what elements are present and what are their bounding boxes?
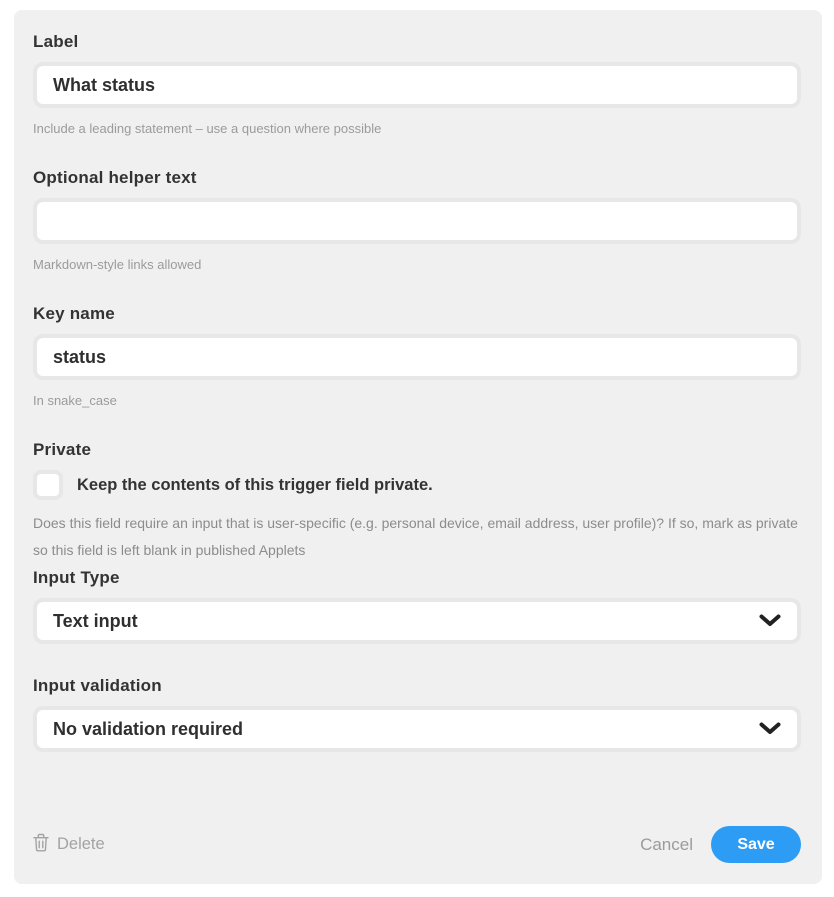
label-field-title: Label (33, 32, 79, 51)
private-checkbox-label[interactable]: Keep the contents of this trigger field private. (77, 475, 433, 494)
cancel-button[interactable]: Cancel (640, 834, 693, 854)
key-field-group (33, 304, 801, 408)
chevron-down-icon (759, 719, 781, 740)
input-type-title: Input Type (33, 568, 120, 587)
private-checkbox-row (33, 470, 801, 500)
private-checkbox[interactable] (33, 470, 63, 500)
private-field-group (33, 440, 801, 564)
input-validation-title: Input validation (33, 676, 162, 695)
optional-helper-input[interactable] (33, 198, 801, 244)
label-field-group (33, 32, 801, 136)
footer-right-actions (640, 826, 801, 863)
delete-button[interactable] (33, 833, 105, 857)
key-helper-text: In snake_case (33, 393, 117, 408)
chevron-down-icon (759, 611, 781, 632)
input-type-selected-value: Text input (53, 610, 138, 631)
footer-actions (33, 826, 801, 863)
key-name-input[interactable] (33, 334, 801, 380)
delete-button-label: Delete (57, 835, 105, 853)
input-validation-select[interactable] (33, 706, 801, 752)
input-validation-selected-value: No validation required (53, 718, 244, 739)
helper-field-group (33, 168, 801, 272)
field-editor-panel (14, 10, 822, 884)
input-type-group (33, 568, 801, 644)
trash-icon (33, 833, 49, 857)
label-input[interactable] (33, 62, 801, 108)
private-field-title: Private (33, 440, 92, 459)
helper-helper-text: Markdown-style links allowed (33, 257, 202, 272)
private-description: Does this field require an input that is user-specific (e.g. personal device, email address, user profile)? If so, mark as private so this field is left blank in published Applets (33, 515, 798, 558)
helper-field-title: Optional helper text (33, 168, 197, 187)
input-type-select[interactable] (33, 598, 801, 644)
label-helper-text: Include a leading statement – use a question where possible (33, 121, 382, 136)
save-button[interactable]: Save (711, 826, 801, 863)
key-field-title: Key name (33, 304, 115, 323)
input-validation-group (33, 676, 801, 752)
